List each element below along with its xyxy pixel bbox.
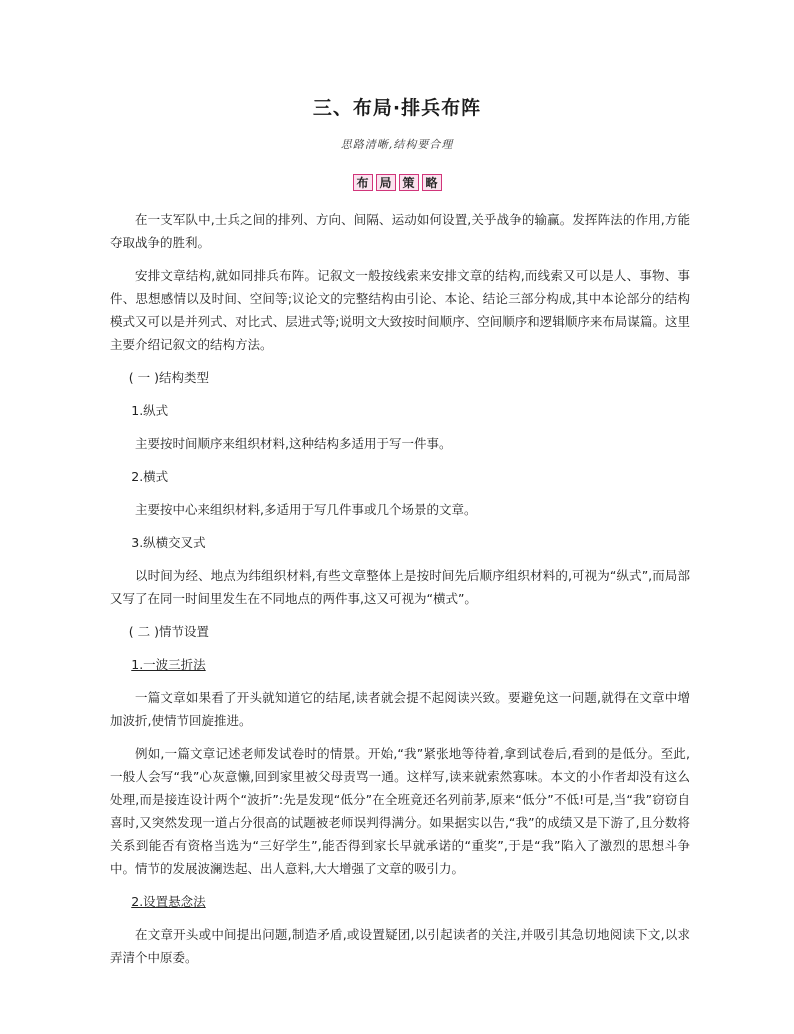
subheading-vertical: 1.纵式 <box>131 403 169 418</box>
subheading-crossed: 3.纵横交叉式 <box>131 535 206 550</box>
strategy-char-3: 策 <box>399 174 419 191</box>
page-title: 三、布局·排兵布阵 <box>312 97 482 119</box>
subheading-horizontal: 2.横式 <box>131 469 169 484</box>
subheading-twists: 1.一波三折法 <box>131 657 206 672</box>
section-heading-plot-setting: ( 二 )情节设置 <box>128 624 209 639</box>
strategy-char-2: 局 <box>376 174 396 191</box>
subheading-suspense: 2.设置悬念法 <box>131 894 206 909</box>
paragraph-intro-2: 安排文章结构,就如同排兵布阵。记叙文一般按线索来安排文章的结构,而线索又可以是人、事物、事件、思想感情以及时间、空间等;议论文的完整结构由引论、本论、结论三部分构成,其中本论部分的结构模式又可以是并列式、对比式、层进式等;说明文大致按时间顺序、空间顺序和逻辑顺序来布局谋篇。这里主要介绍记叙文的结构方法。 <box>110 268 690 352</box>
strategy-char-1: 布 <box>353 174 373 191</box>
paragraph-intro-1: 在一支军队中,士兵之间的排列、方向、间隔、运动如何设置,关乎战争的输赢。发挥阵法的作用,方能夺取战争的胜利。 <box>110 212 690 250</box>
strategy-char-4: 略 <box>422 174 442 191</box>
paragraph-twists-1: 一篇文章如果看了开头就知道它的结尾,读者就会提不起阅读兴致。要避免这一问题,就得在文章中增加波折,使情节回旋推进。 <box>110 690 690 728</box>
paragraph-twists-2: 例如,一篇文章记述老师发试卷时的情景。开始,“我”紧张地等待着,拿到试卷后,看到的是低分。至此,一般人会写“我”心灰意懒,回到家里被父母责骂一通。这样写,读来就索然寡味。本文的小作者却没有这么处理,而是接连设计两个“波折”:先是发现“低分”在全班竟还名列前茅,原来“低分”不低!可是,当“我”窃窃自喜时,又突然发现一道占分很高的试题被老师误判得满分。如果据实以告,“我”的成绩又是下游了,且分数将关系到能否有资格当选为“三好学生”,能否得到家长早就承诺的“重奖”,于是“我”陷入了激烈的思想斗争中。情节的发展波澜迭起、出人意料,大大增强了文章的吸引力。 <box>110 746 690 876</box>
paragraph-horizontal: 主要按中心来组织材料,多适用于写几件事或几个场景的文章。 <box>135 502 477 517</box>
paragraph-vertical: 主要按时间顺序来组织材料,这种结构多适用于写一件事。 <box>135 436 452 451</box>
section-heading-structure-types: ( 一 )结构类型 <box>128 370 209 385</box>
strategy-banner <box>0 174 794 191</box>
paragraph-suspense: 在文章开头或中间提出问题,制造矛盾,或设置疑团,以引起读者的关注,并吸引其急切地阅读下文,以求弄清个中原委。 <box>110 927 690 965</box>
paragraph-crossed: 以时间为经、地点为纬组织材料,有些文章整体上是按时间先后顺序组织材料的,可视为“纵式”,而局部又写了在同一时间里发生在不同地点的两件事,这又可视为“横式”。 <box>110 568 690 606</box>
page-subtitle: 思路清晰,结构要合理 <box>340 138 454 151</box>
document-body <box>110 208 690 979</box>
